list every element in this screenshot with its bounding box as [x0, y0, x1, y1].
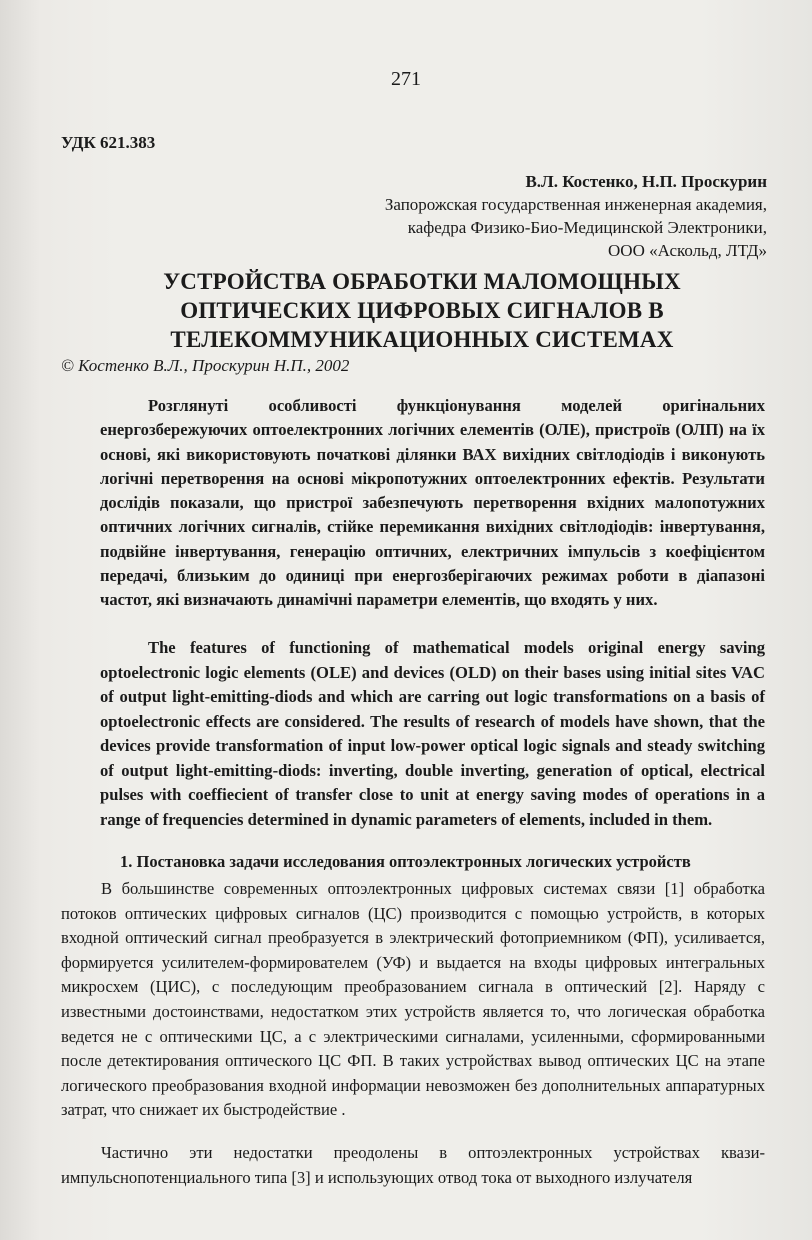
udc-code: УДК 621.383 — [61, 133, 156, 152]
section-heading: 1. Постановка задачи исследования оптоэлектронных логических устройств — [120, 852, 691, 871]
abstract-english: The features of functioning of mathematical models original energy saving optoelectronic logic elements (OLE) and devices (OLD) on their bases using initial sites VAC of output light-emitting-diods and which are carring out logic transformations on a basis of optoelectronic effects are considered. The results of research of models have shown, that the devices provide transformation of input low-power optical logic signals and steady switching of output light-emitting-diods: inverting, double inverting, generation of optical, electrical pulses with coeffiecient of transfer close to unit at energy saving modes of operations in a range of frequencies determined in dynamic parameters of elements, included in them. — [100, 638, 765, 829]
paper-title: УСТРОЙСТВА ОБРАБОТКИ МАЛОМОЩНЫХ ОПТИЧЕСКИХ ЦИФРОВЫХ СИГНАЛОВ В ТЕЛЕКОММУНИКАЦИОННЫХ СИСТЕМАХ — [163, 269, 681, 352]
page-number: 271 — [391, 68, 421, 90]
affiliation-line: ООО «Аскольд, ЛТД» — [608, 241, 767, 260]
body-paragraph: В большинстве современных оптоэлектронных цифровых системах связи [1] обработка потоков оптических цифровых сигналов (ЦС) производится с помощью устройств, в которых входной оптический сигнал преобразуется в электрический фотоприемником (ФП), усиливается, формируется усилителем-формирователем (УФ) и выдается на входы цифровых интегральных микросхем (ЦИС), с последующим преобразованием сигнала в оптический [2]. Наряду с известными достоинствами, недостатком этих устройств является то, что логическая обработка ведется не с оптическими ЦС, а с электрическими сигналами, усиленными, сформированными после детектирования оптического ЦС ФП. В таких устройствах вывод оптических ЦС на этапе логического преобразования входной информации невозможен без дополнительных аппаратурных затрат, что снижает их быстродействие . — [61, 879, 765, 1120]
abstract-ukrainian: Розглянуті особливості функціонування моделей оригінальних енергозберeжуючих оптоелектронних логічних елементів (ОЛЕ), пристроїв (ОЛП) на їх основі, які використовують початкові ділянки ВАХ вихідних світлодіодів і виконують логічні перетворення на основі мікропотужних оптоелектронних ефектів. Результати дослідів показали, що пристрої забезпечують перетворення вхідних малопотужних оптичних логічних сигналів, стійке перемикання вихідних світлодіодів: інвертування, подвійне інвертування, генерацію оптичних, електричних імпульсів з коефіцієнтом передачі, близьким до одиниці при енергозберігаючих режимах роботи в діапазоні частот, які визначають динамічні параметри елементів, що входять у них. — [100, 396, 765, 610]
copyright-line: © Костенко В.Л., Проскурин Н.П., 2002 — [61, 356, 350, 375]
affiliation-line: кафедра Физико-Био-Медицинской Электроники, — [407, 218, 767, 237]
affiliation — [385, 193, 767, 262]
affiliation-line: Запорожская государственная инженерная академия, — [384, 195, 767, 214]
body-paragraph: Частично эти недостатки преодолены в оптоэлектронных устройствах квази-импульснопотенциального типа [3] и использующих отвод тока от выходного излучателя — [61, 1143, 765, 1187]
authors: В.Л. Костенко, Н.П. Проскурин — [525, 172, 767, 191]
